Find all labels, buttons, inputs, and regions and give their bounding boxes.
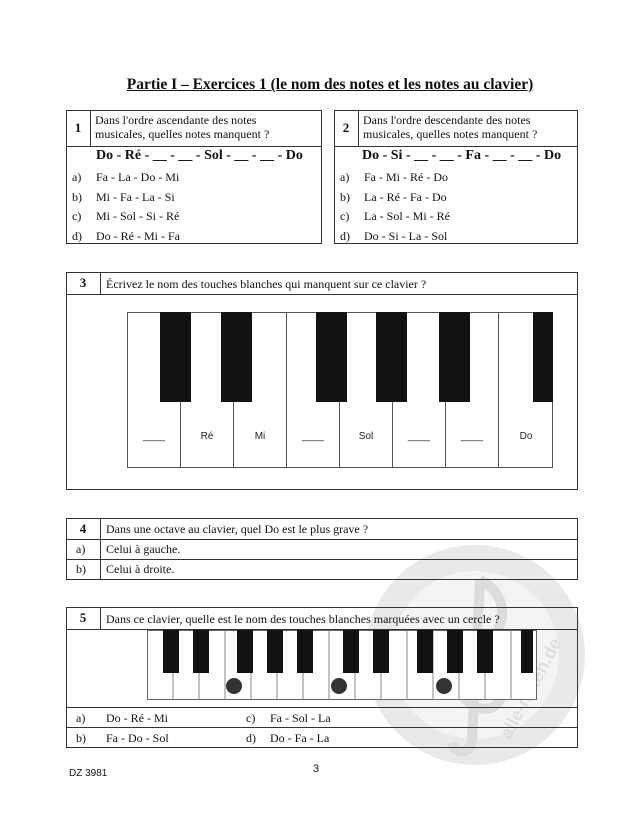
black-key [237,630,253,673]
piano-keyboard-q3 [127,312,553,468]
document-code: DZ 3981 [69,768,108,779]
question-1-option-d[interactable]: d) Do - Ré - Mi - Fa [72,229,180,243]
circle-marker-3 [436,678,452,694]
black-key [447,630,463,673]
question-5-option-a[interactable]: a) Do - Ré - Mi [76,711,168,725]
black-key-3 [316,312,347,402]
black-key-2 [221,312,252,402]
key-label-3: Mi [254,431,266,442]
question-2-sequence: Do - Si - __ - __ - Fa - __ - __ - Do [362,148,562,163]
question-1-sequence: Do - Ré - __ - __ - Sol - __ - __ - Do [96,148,303,163]
question-1-option-a[interactable]: a) Fa - La - Do - Mi [72,170,180,184]
black-key-1 [160,312,191,402]
question-4-number: 4 [79,520,87,536]
question-5-text: Dans ce clavier, quelle est le nom des touches blanches marquées avec un cercle ? [106,612,500,626]
question-2-option-a[interactable]: a) Fa - Mi - Ré - Do [340,170,448,184]
circle-marker-1 [226,678,242,694]
question-2-option-c[interactable]: c) La - Sol - Mi - Ré [340,209,450,223]
black-key [163,630,179,673]
piano-keyboard-q5 [147,630,537,700]
black-key-5 [439,312,470,402]
question-4-text: Dans une octave au clavier, quel Do est le plus grave ? [106,522,369,536]
page-title: Partie I – Exercices 1 (le nom des notes et les notes au clavier) [126,76,534,93]
black-key-6 [533,312,553,402]
question-2-number: 2 [342,120,350,135]
key-label-8: Do [519,431,533,442]
key-label-4: ____ [301,431,325,442]
question-2-option-b[interactable]: b) La - Ré - Fa - Do [340,190,447,204]
question-1-text: Dans l'ordre ascendante des notes musicales, quelles notes manquent ? [95,113,270,141]
key-label-5: Sol [358,431,374,442]
question-3-text: Écrivez le nom des touches blanches qui manquent sur ce clavier ? [106,277,427,291]
black-key [521,630,533,673]
question-4-option-b[interactable]: b) Celui à droite. [76,562,175,576]
black-key [193,630,209,673]
question-3-number: 3 [79,275,87,290]
question-1-option-c[interactable]: c) Mi - Sol - Si - Ré [72,209,180,223]
question-1-number: 1 [74,120,82,135]
question-2-text: Dans l'ordre descendante des notes musicales, quelles notes manquent ? [363,113,538,141]
question-1-option-b[interactable]: b) Mi - Fa - La - Si [72,190,175,204]
key-label-7: ____ [460,431,484,442]
question-2-option-d[interactable]: d) Do - Si - La - Sol [340,229,448,243]
question-4-option-a[interactable]: a) Celui à gauche. [76,542,181,556]
black-key [343,630,359,673]
black-key [373,630,389,673]
question-5-number: 5 [79,610,87,625]
black-key-4 [376,312,407,402]
question-5-option-c[interactable]: c) Fa - Sol - La [246,711,331,725]
black-key [297,630,313,673]
key-label-6: ____ [407,431,431,442]
key-label-2: Ré [200,431,214,442]
page-number: 3 [313,763,320,775]
question-5-option-b[interactable]: b) Fa - Do - Sol [76,731,169,745]
circle-marker-2 [331,678,347,694]
black-key [267,630,283,673]
question-5-option-d[interactable]: d) Do - Fa - La [246,731,330,745]
key-label-1: ____ [142,431,166,442]
black-key [477,630,493,673]
black-key [417,630,433,673]
